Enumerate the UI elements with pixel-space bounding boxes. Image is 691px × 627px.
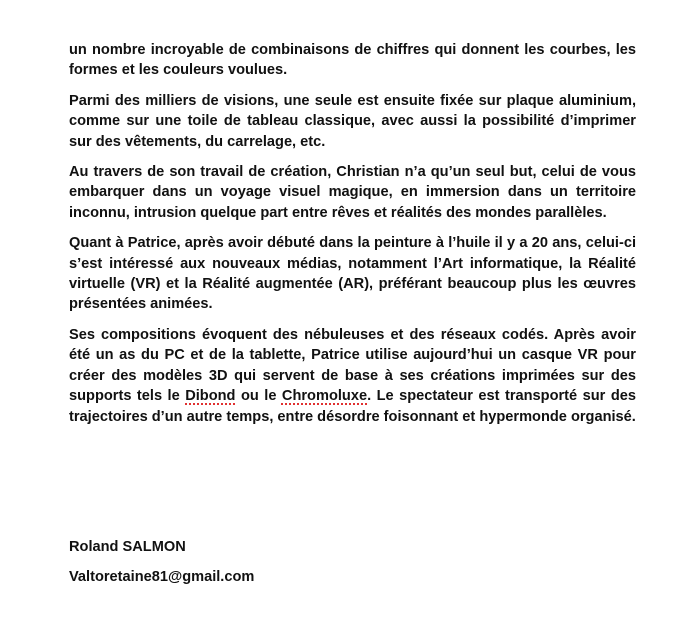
- paragraph-3: Au travers de son travail de création, Christian n’a qu’un seul but, celui de vous embarquer dans un voyage visuel magique, en immersion dans un territoire inconnu, intrusion quelque part entre rêves et réalités des mondes parallèles.: [69, 164, 636, 221]
- spellcheck-flagged-word-dibond[interactable]: Dibond: [185, 388, 236, 405]
- paragraph-5: [69, 325, 636, 427]
- paragraph-4: Quant à Patrice, après avoir débuté dans la peinture à l’huile il y a 20 ans, celui-ci s’est intéressé aux nouveaux médias, notamment l’Art informatique, la Réalité virtuelle (VR) et la Réalité augmentée (AR), préférant beaucoup plus les œuvres présentées animées.: [69, 235, 636, 313]
- signature-block: [69, 537, 254, 587]
- paragraph-1: un nombre incroyable de combinaisons de chiffres qui donnent les courbes, les formes et les couleurs voulues.: [69, 42, 636, 79]
- signature-name: Roland SALMON: [69, 539, 186, 555]
- paragraph-5-text-b: ou le: [235, 388, 282, 405]
- paragraph-2: Parmi des milliers de visions, une seule est ensuite fixée sur plaque aluminium, comme sur une toile de tableau classique, avec aussi la possibilité d’imprimer sur des vêtements, du carrelage, etc.: [69, 92, 636, 150]
- document-body[interactable]: [69, 40, 636, 437]
- signature-email: Valtoretaine81@gmail.com: [69, 569, 255, 585]
- paragraph-5-text-a: Ses compositions évoquent des nébuleuses et des réseaux codés. Après avoir été un as du PC et de la tablette, Patrice utilise aujourd’hui un casque VR pour créer des modèles 3D qui servent de base à ses créations imprimées sur des supports tels le: [69, 326, 636, 405]
- paragraph-5-text-c: . Le spectateur est transporté sur des trajectoires d’un autre temps, entre désordre foisonnant et hypermonde organisé.: [69, 388, 636, 425]
- spellcheck-flagged-word-chromoluxe[interactable]: Chromoluxe: [281, 388, 368, 405]
